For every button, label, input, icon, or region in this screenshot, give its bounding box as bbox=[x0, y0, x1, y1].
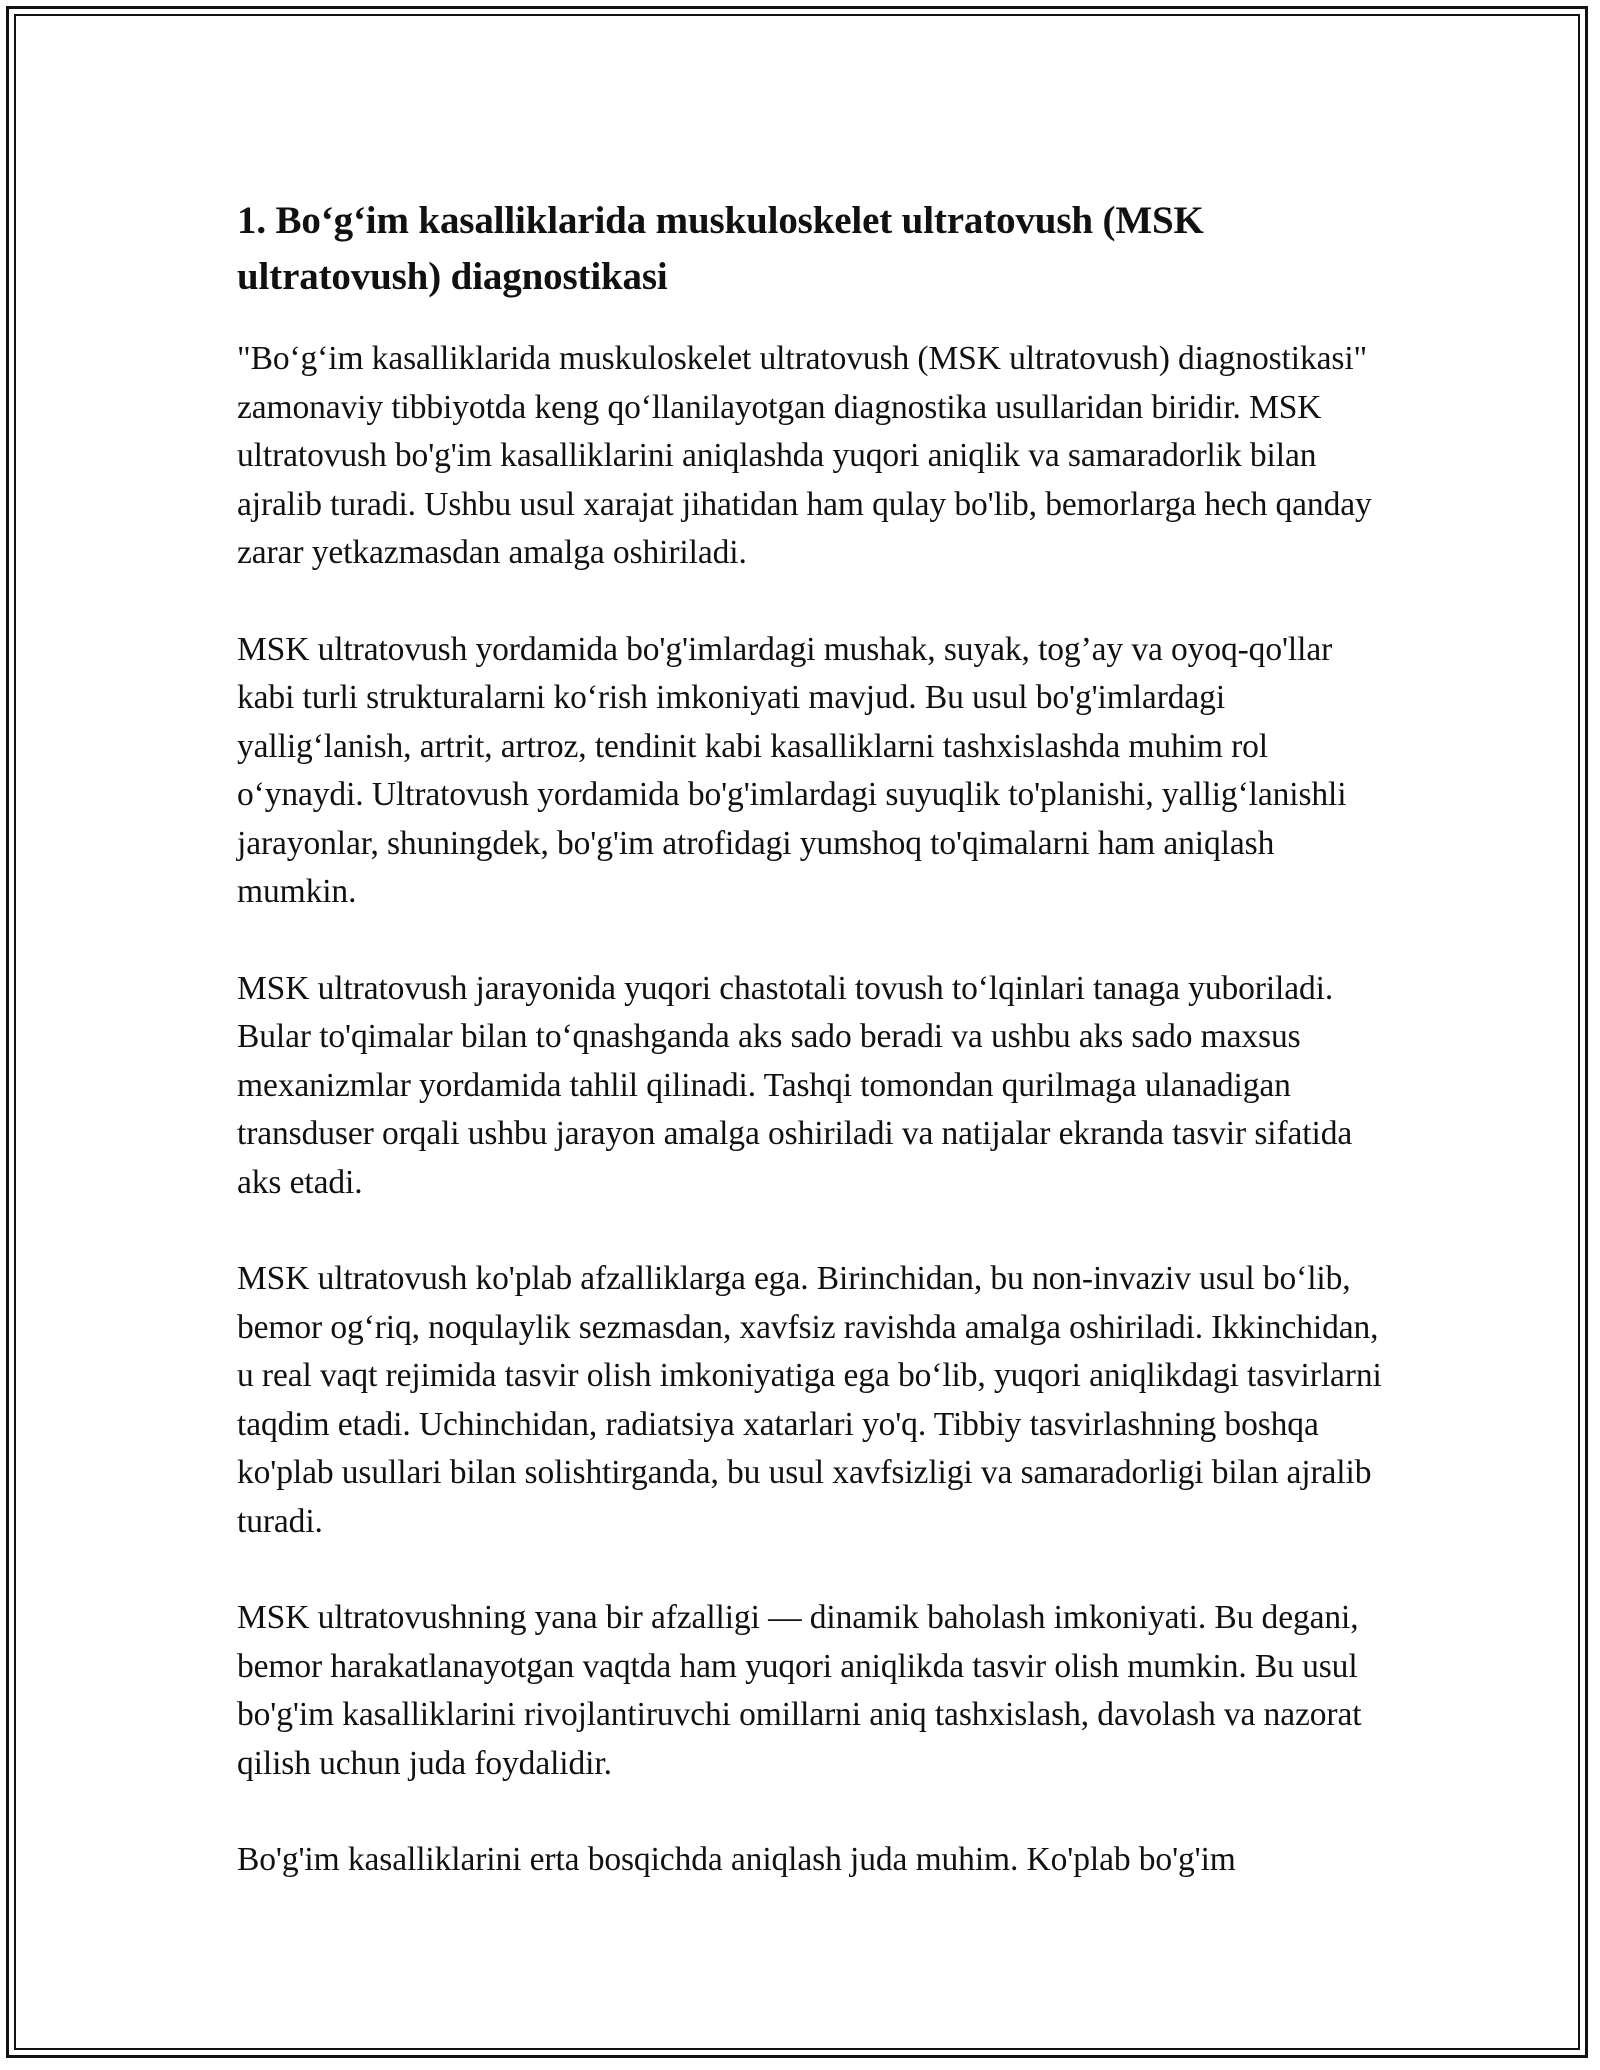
page-frame bbox=[6, 6, 1588, 2058]
paragraph-dynamic: MSK ultratovushning yana bir afzalligi — dinamik baholash imkoniyati. Bu degani, bemor harakatlanayotgan vaqtda ham yuqori aniqlikda tasvir olish mumkin. Bu usul bo'g'im kasalliklarini rivojlantiruvchi omillarni aniq tashxislash, davolash va nazorat qilish uchun juda foydalidir. bbox=[237, 1599, 1362, 1782]
paragraph-structures: MSK ultratovush yordamida bo'g'imlardagi mushak, suyak, tog’ay va oyoq-qo'llar kabi turli strukturalarni ko‘rish imkoniyati mavjud. Bu usul bo'g'imlardagi yallig‘lanish, artrit, artroz, tendinit kabi kasalliklarni tashxislashda muhim rol o‘ynaydi. Ultratovush yordamida bo'g'imlardagi suyuqlik to'planishi, yallig‘lanishli jarayonlar, shuningdek, bo'g'im atrofidagi yumshoq to'qimalarni ham aniqlash mumkin. bbox=[237, 630, 1347, 910]
paragraph-intro: "Bo‘g‘im kasalliklarida muskuloskelet ultratovush (MSK ultratovush) diagnostikasi" zamonaviy tibbiyotda keng qo‘llanilayotgan diagnostika usullaridan biridir. MSK ultratovush bo'g'im kasalliklarini aniqlashda yuqori aniqlik va samaradorlik bilan ajralib turadi. Ushbu usul xarajat jihatidan ham qulay bo'lib, bemorlarga hech qanday zarar yetkazmasdan amalga oshiriladi. bbox=[237, 340, 1372, 571]
section-heading: 1. Bo‘g‘im kasalliklarida muskuloskelet ultratovush (MSK ultratovush) diagnostikasi bbox=[237, 199, 1204, 298]
paragraph-process: MSK ultratovush jarayonida yuqori chastotali tovush to‘lqinlari tanaga yuboriladi. Bular to'qimalar bilan to‘qnashganda aks sado beradi va ushbu aks sado maxsus mexanizmlar yordamida tahlil qilinadi. Tashqi tomondan qurilmaga ulanadigan transduser orqali ushbu jarayon amalga oshiriladi va natijalar ekranda tasvir sifatida aks etadi. bbox=[237, 969, 1353, 1201]
paragraph-advantages: MSK ultratovush ko'plab afzalliklarga ega. Birinchidan, bu non-invaziv usul bo‘lib, bemor og‘riq, noqulaylik sezmasdan, xavfsiz ravishda amalga oshiriladi. Ikkinchidan, u real vaqt rejimida tasvir olish imkoniyatiga ega bo‘lib, yuqori aniqlikdagi tasvirlarni taqdim etadi. Uchinchidan, radiatsiya xatarlari yo'q. Tibbiy tasvirlashning boshqa ko'plab usullari bilan solishtirganda, bu usul xavfsizligi va samaradorligi bilan ajralib turadi. bbox=[237, 1260, 1382, 1540]
paragraph-early-detection: Bo'g'im kasalliklarini erta bosqichda aniqlash juda muhim. Ko'plab bo'g'im bbox=[237, 1841, 1236, 1878]
document-body bbox=[237, 193, 1397, 1933]
